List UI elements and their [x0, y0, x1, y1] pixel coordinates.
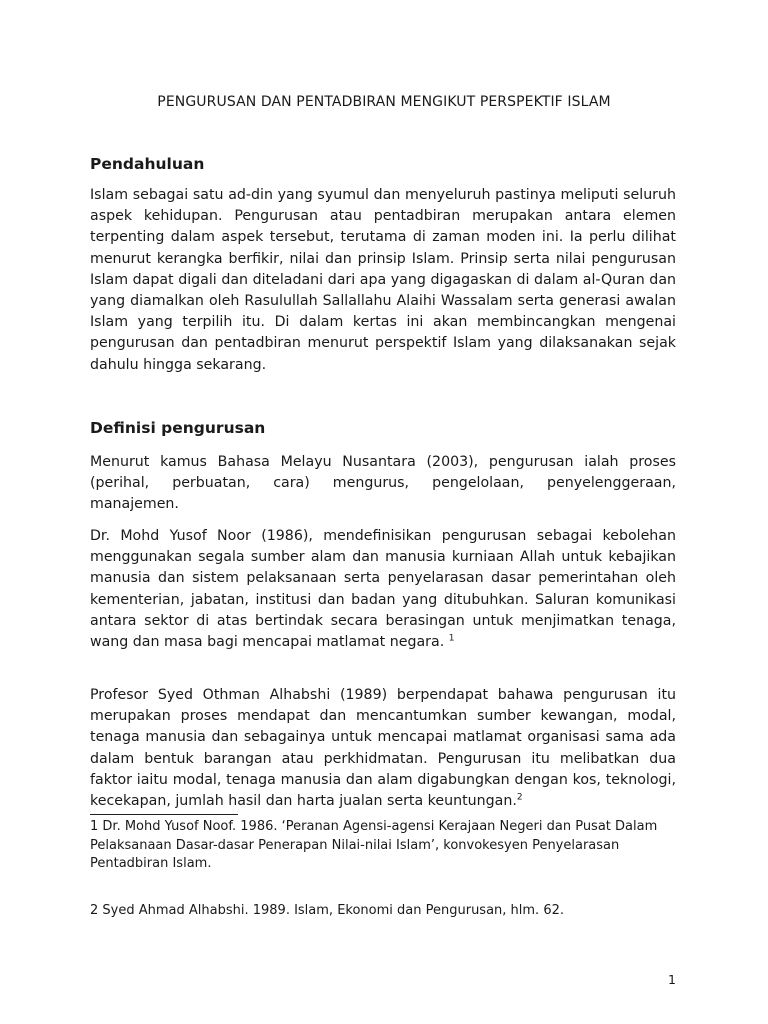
section-heading-definisi: Definisi pengurusan	[90, 419, 266, 437]
footnote-ref-2: 2	[516, 792, 523, 803]
paragraph-alhabshi-definition	[90, 685, 676, 812]
footnote-1: 1 Dr. Mohd Yusof Noof. 1986. ‘Peranan Agensi-agensi Kerajaan Negeri dan Pusat Dalam Pelaksanaan Dasar-dasar Penerapan Nilai-nilai Islam’, konvokesyen Penyelarasan Pentadbiran Islam.	[90, 819, 658, 871]
footnote-separator	[90, 814, 238, 815]
footnote-ref-1: 1	[448, 633, 455, 644]
paragraph-text: Dr. Mohd Yusof Noor (1986), mendefinisikan pengurusan sebagai kebolehan menggunakan segala sumber alam dan manusia kurniaan Allah untuk kebajikan manusia dan sistem pelaksanaan serta penyelarasan dasar pemerintahan oleh kementerian, jabatan, institusi dan badan yang ditubuhkan. Saluran komunikasi antara sektor di atas bertindak secara berasingan untuk menjimatkan tenaga, wang dan masa bagi mencapai matlamat negara.	[90, 528, 676, 651]
section-heading-pendahuluan: Pendahuluan	[90, 155, 205, 173]
paragraph-yusof-noor-definition	[90, 526, 676, 653]
footnote-2: 2 Syed Ahmad Alhabshi. 1989. Islam, Ekonomi dan Pengurusan, hlm. 62.	[90, 903, 564, 918]
page-number: 1	[668, 972, 676, 987]
paragraph-pendahuluan: Islam sebagai satu ad-din yang syumul dan menyeluruh pastinya meliputi seluruh aspek kehidupan. Pengurusan atau pentadbiran merupakan antara elemen terpenting dalam aspek tersebut, terutama di zaman moden ini. Ia perlu dilihat menurut kerangka berfikir, nilai dan prinsip Islam. Prinsip serta nilai pengurusan Islam dapat digali dan diteladani dari apa yang digagaskan di dalam al-Quran dan yang diamalkan oleh Rasulullah Sallallahu Alaihi Wassalam serta generasi awalan Islam yang terpilih itu. Di dalam kertas ini akan membincangkan mengenai pengurusan dan pentadbiran menurut perspektif Islam yang dilaksanakan sejak dahulu hingga sekarang.	[90, 187, 676, 373]
document-title: PENGURUSAN DAN PENTADBIRAN MENGIKUT PERSPEKTIF ISLAM	[157, 94, 611, 110]
paragraph-kamus-definition: Menurut kamus Bahasa Melayu Nusantara (2003), pengurusan ialah proses (perihal, perbuatan, cara) mengurus, pengelolaan, penyelenggeraan, manajemen.	[90, 454, 676, 513]
paragraph-text: Profesor Syed Othman Alhabshi (1989) berpendapat bahawa pengurusan itu merupakan proses mendapat dan mencantumkan sumber kewangan, modal, tenaga manusia dan sebagainya untuk mencapai matlamat organisasi sama ada dalam bentuk barangan atau perkhidmatan. Pengurusan itu melibatkan dua faktor iaitu modal, tenaga manusia dan alam digabungkan dengan kos, teknologi, kecekapan, jumlah hasil dan harta jualan serta keuntungan.	[90, 687, 676, 810]
